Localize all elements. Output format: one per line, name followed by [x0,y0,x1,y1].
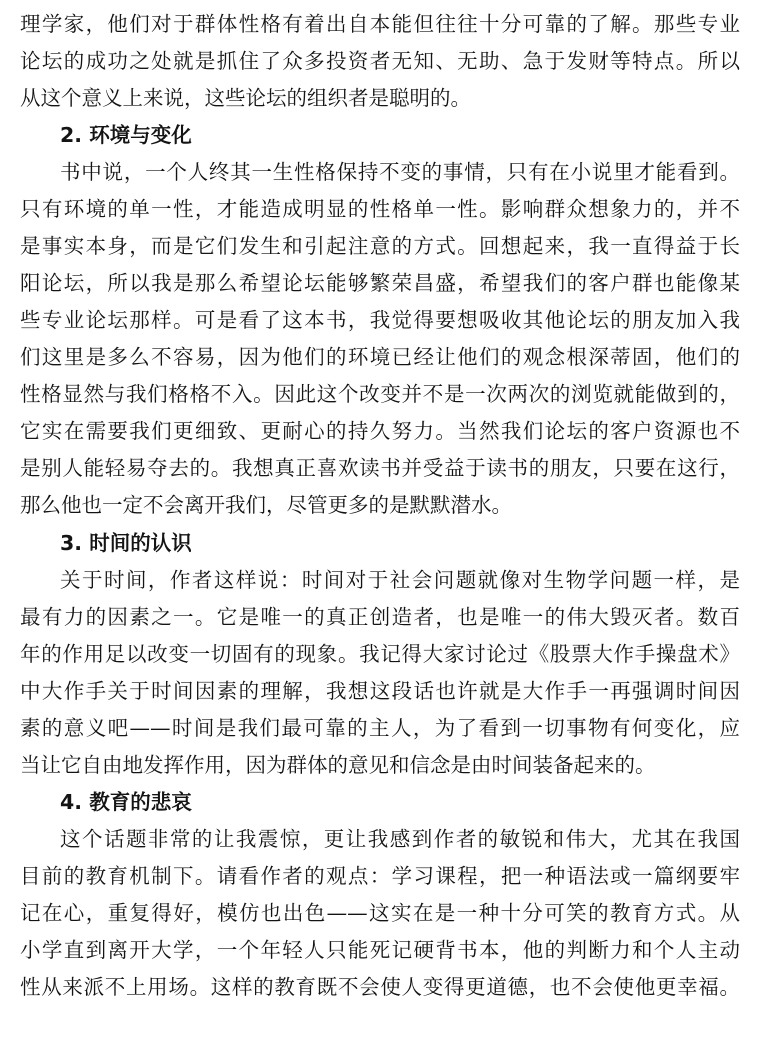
text-line: 理学家，他们对于群体性格有着出自本能但往往十分可靠的了解。那些专业 [20,12,740,36]
text-line: 是事实本身，而是它们发生和引起注意的方式。回想起来，我一直得益于长 [20,234,740,258]
text-line: 它实在需要我们更细致、更耐心的持久努力。当然我们论坛的客户资源也不 [20,419,740,443]
text-line: 们这里是多么不容易，因为他们的环境已经让他们的观念根深蒂固，他们的 [20,345,740,369]
text-line: 目前的教育机制下。请看作者的观点：学习课程，把一种语法或一篇纲要牢 [20,864,740,888]
text-line: 阳论坛，所以我是那么希望论坛能够繁荣昌盛，希望我们的客户群也能像某 [20,271,740,295]
text-line: 从这个意义上来说，这些论坛的组织者是聪明的。 [20,86,471,110]
section-heading-3: 3. 时间的认识 [60,531,192,555]
text-line: 关于时间，作者这样说：时间对于社会问题就像对生物学问题一样，是 [60,568,740,592]
text-line: 些专业论坛那样。可是看了这本书，我觉得要想吸收其他论坛的朋友加入我 [20,308,740,332]
text-line: 只有环境的单一性，才能造成明显的性格单一性。影响群众想象力的，并不 [20,197,740,221]
section-heading-2: 2. 环境与变化 [60,123,192,147]
section-heading-4: 4. 教育的悲哀 [60,790,192,814]
text-line: 小学直到离开大学，一个年轻人只能死记硬背书本，他的判断力和个人主动 [20,938,740,962]
text-line: 记在心，重复得好，模仿也出色——这实在是一种十分可笑的教育方式。从 [20,901,740,925]
text-line: 书中说，一个人终其一生性格保持不变的事情，只有在小说里才能看到。 [60,160,740,184]
text-line: 论坛的成功之处就是抓住了众多投资者无知、无助、急于发财等特点。所以 [20,49,740,73]
text-line: 当让它自由地发挥作用，因为群体的意见和信念是由时间装备起来的。 [20,753,656,777]
text-line: 性格显然与我们格格不入。因此这个改变并不是一次两次的浏览就能做到的， [20,382,740,406]
text-line: 中大作手关于时间因素的理解，我想这段话也许就是大作手一再强调时间因 [20,679,740,703]
text-line: 是别人能轻易夺去的。我想真正喜欢读书并受益于读书的朋友，只要在这行， [20,456,740,480]
text-line: 那么他也一定不会离开我们，尽管更多的是默默潜水。 [20,493,512,517]
text-line: 性从来派不上用场。这样的教育既不会使人变得更道德，也不会使他更幸福。 [20,975,740,999]
text-line: 年的作用足以改变一切固有的现象。我记得大家讨论过《股票大作手操盘术》 [20,642,740,666]
text-line: 最有力的因素之一。它是唯一的真正创造者，也是唯一的伟大毁灭者。数百 [20,605,740,629]
text-line: 素的意义吧——时间是我们最可靠的主人，为了看到一切事物有何变化，应 [20,716,740,740]
text-line: 这个话题非常的让我震惊，更让我感到作者的敏锐和伟大，尤其在我国 [60,827,740,851]
